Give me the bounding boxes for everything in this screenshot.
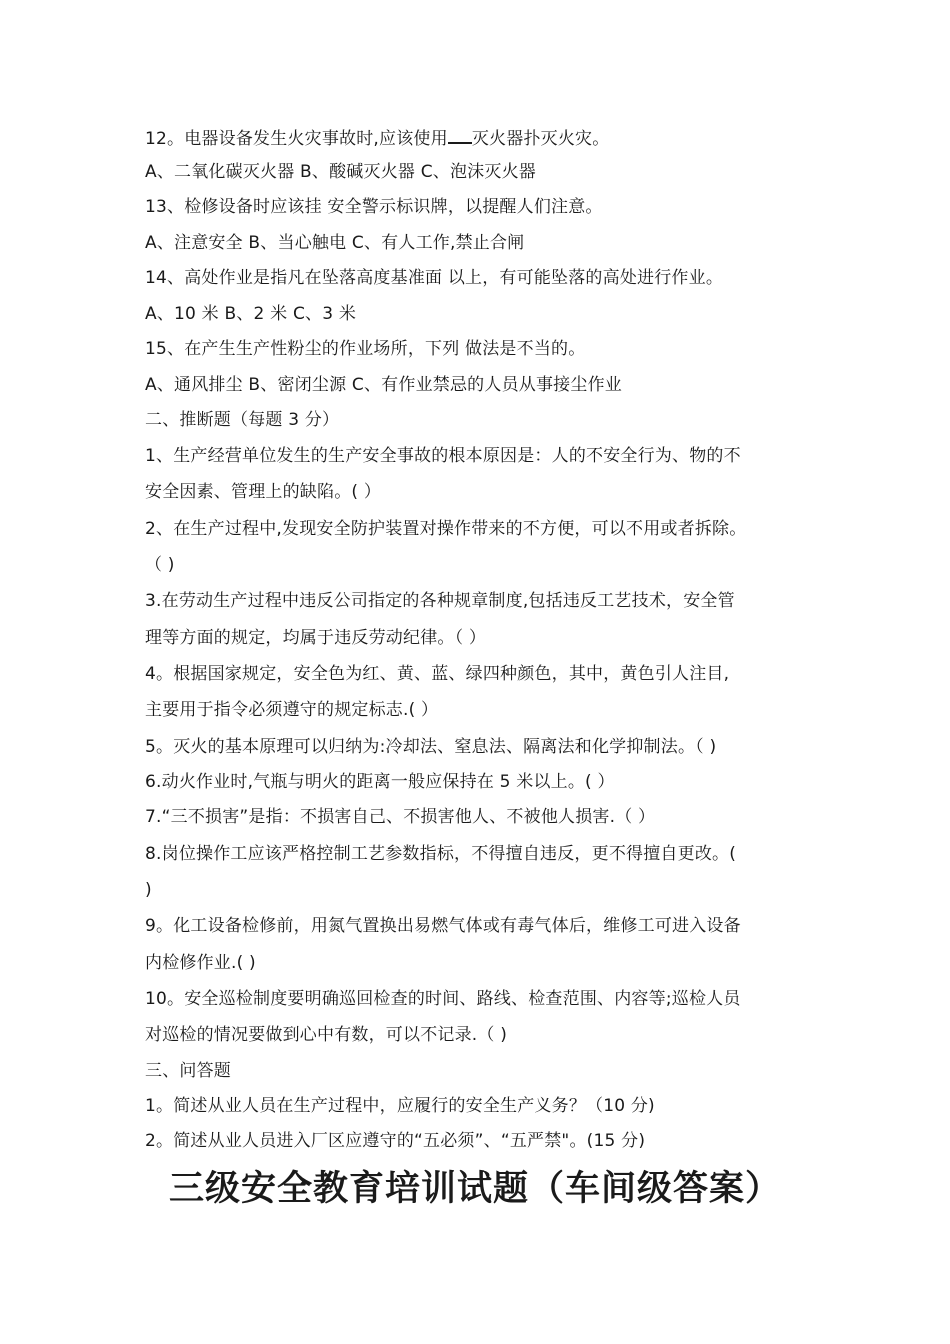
judgement-3-line-1: 3.在劳动生产过程中违反公司指定的各种规章制度,包括违反工艺技术，安全管: [145, 591, 735, 611]
question-12-text: 12。电器设备发生火灾事故时,应该使用: [145, 129, 448, 149]
judgement-2-line-2: （ ): [145, 555, 175, 575]
question-12-text-end: 灭火器扑灭火灾。: [471, 129, 610, 149]
judgement-1-line-1: 1、生产经营单位发生的生产安全事故的根本原因是：人的不安全行为、物的不: [145, 446, 741, 466]
section-heading-qa: 三、问答题: [145, 1061, 231, 1081]
judgement-4-line-2: 主要用于指令必须遵守的规定标志.( ）: [145, 700, 439, 720]
judgement-3-line-2: 理等方面的规定，均属于违反劳动纪律。（ ）: [145, 628, 487, 648]
judgement-2-line-1: 2、在生产过程中,发现安全防护装置对操作带来的不方便，可以不用或者拆除。: [145, 519, 747, 539]
question-12-options: A、二氧化碳灭火器 B、酸碱灭火器 C、泡沫灭火器: [145, 162, 536, 182]
question-15: 15、在产生生产性粉尘的作业场所，下列 做法是不当的。: [145, 339, 586, 359]
judgement-5: 5。灭火的基本原理可以归纳为:冷却法、窒息法、隔离法和化学抑制法。（ ): [145, 737, 717, 757]
qa-question-1: 1。简述从业人员在生产过程中，应履行的安全生产义务？（10 分): [145, 1096, 655, 1116]
qa-question-2: 2。简述从业人员进入厂区应遵守的“五必须”、“五严禁"。(15 分): [145, 1131, 646, 1151]
judgement-9-line-1: 9。化工设备检修前，用氮气置换出易燃气体或有毒气体后，维修工可进入设备: [145, 916, 741, 936]
document-title: 三级安全教育培训试题（车间级答案）: [168, 1168, 781, 1209]
section-heading-judgement: 二、推断题（每题 3 分）: [145, 410, 340, 430]
judgement-10-line-1: 10。安全巡检制度要明确巡回检查的时间、路线、检查范围、内容等;巡检人员: [145, 989, 741, 1009]
judgement-8-line-1: 8.岗位操作工应该严格控制工艺参数指标，不得擅自违反，更不得擅自更改。(: [145, 844, 737, 864]
judgement-7: 7.“三不损害”是指：不损害自己、不损害他人、不被他人损害.（ ）: [145, 807, 656, 827]
answer-blank: [448, 126, 472, 144]
judgement-8-line-2: ): [145, 880, 152, 900]
question-15-options: A、通风排尘 B、密闭尘源 C、有作业禁忌的人员从事接尘作业: [145, 375, 622, 395]
judgement-6: 6.动火作业时,气瓶与明火的距离一般应保持在 5 米以上。( ）: [145, 772, 615, 792]
question-13: 13、检修设备时应该挂 安全警示标识牌，以提醒人们注意。: [145, 197, 603, 217]
judgement-10-line-2: 对巡检的情况要做到心中有数，可以不记录.（ ): [145, 1025, 508, 1045]
question-12: [145, 126, 609, 150]
question-14-options: A、10 米 B、2 米 C、3 米: [145, 304, 357, 324]
judgement-4-line-1: 4。根据国家规定，安全色为红、黄、蓝、绿四种颜色，其中，黄色引人注目,: [145, 664, 730, 684]
question-14: 14、高处作业是指凡在坠落高度基准面 以上，有可能坠落的高处进行作业。: [145, 268, 724, 288]
question-13-options: A、注意安全 B、当心触电 C、有人工作,禁止合闸: [145, 233, 525, 253]
judgement-9-line-2: 内检修作业.( ): [145, 953, 256, 973]
judgement-1-line-2: 安全因素、管理上的缺陷。( ）: [145, 482, 382, 502]
